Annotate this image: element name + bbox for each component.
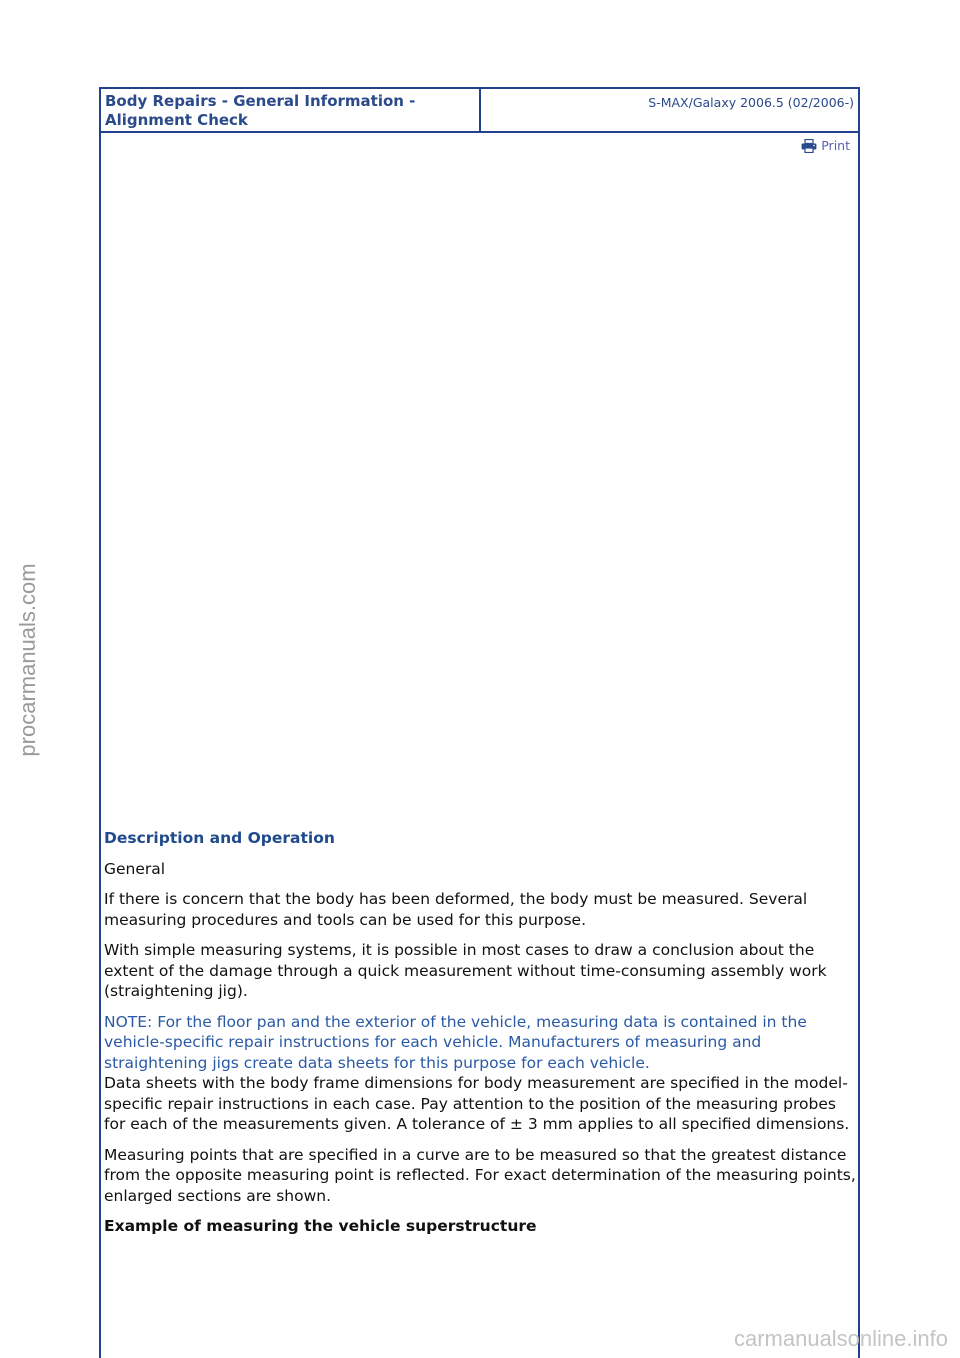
side-watermark: procarmanuals.com <box>15 563 40 757</box>
bottom-watermark: carmanualsonline.info <box>733 1326 948 1351</box>
paragraph-2: With simple measuring systems, it is possible in most cases to draw a conclusion about the extent of the damage through a quick measurement without time-consuming assembly work (straightening jig). <box>104 941 827 1000</box>
paragraph-3: Data sheets with the body frame dimensions for body measurement are specified in the model-specific repair instructions in each case. Pay attention to the position of the measuring probes for each of the measurements given. A tolerance of ± 3 mm applies to all specified dimensions. <box>104 1074 850 1133</box>
note-text: NOTE: For the floor pan and the exterior of the vehicle, measuring data is contained in the vehicle-specific repair instructions for each vehicle. Manufacturers of measuring and straightening jigs create data sheets for this purpose for each vehicle. <box>104 1012 807 1072</box>
section-title: Description and Operation <box>104 829 335 847</box>
page-header <box>99 87 860 133</box>
article-body <box>104 828 858 1247</box>
paragraph-4: Measuring points that are specified in a curve are to be measured so that the greatest distance from the opposite measuring point is reflected. For exact determination of the measuring points, enlarged sections are shown. <box>104 1145 856 1205</box>
example-heading: Example of measuring the vehicle superstructure <box>104 1217 537 1235</box>
paragraph-1: If there is concern that the body has been deformed, the body must be measured. Several measuring procedures and tools can be used for this purpose. <box>104 890 808 929</box>
print-button[interactable] <box>801 138 850 153</box>
subheading: General <box>104 859 166 878</box>
print-label: Print <box>821 138 850 153</box>
page-title: Body Repairs - General Information - Alignment Check <box>101 89 481 131</box>
printer-icon <box>801 139 817 153</box>
model-label: S-MAX/Galaxy 2006.5 (02/2006-) <box>648 95 854 110</box>
